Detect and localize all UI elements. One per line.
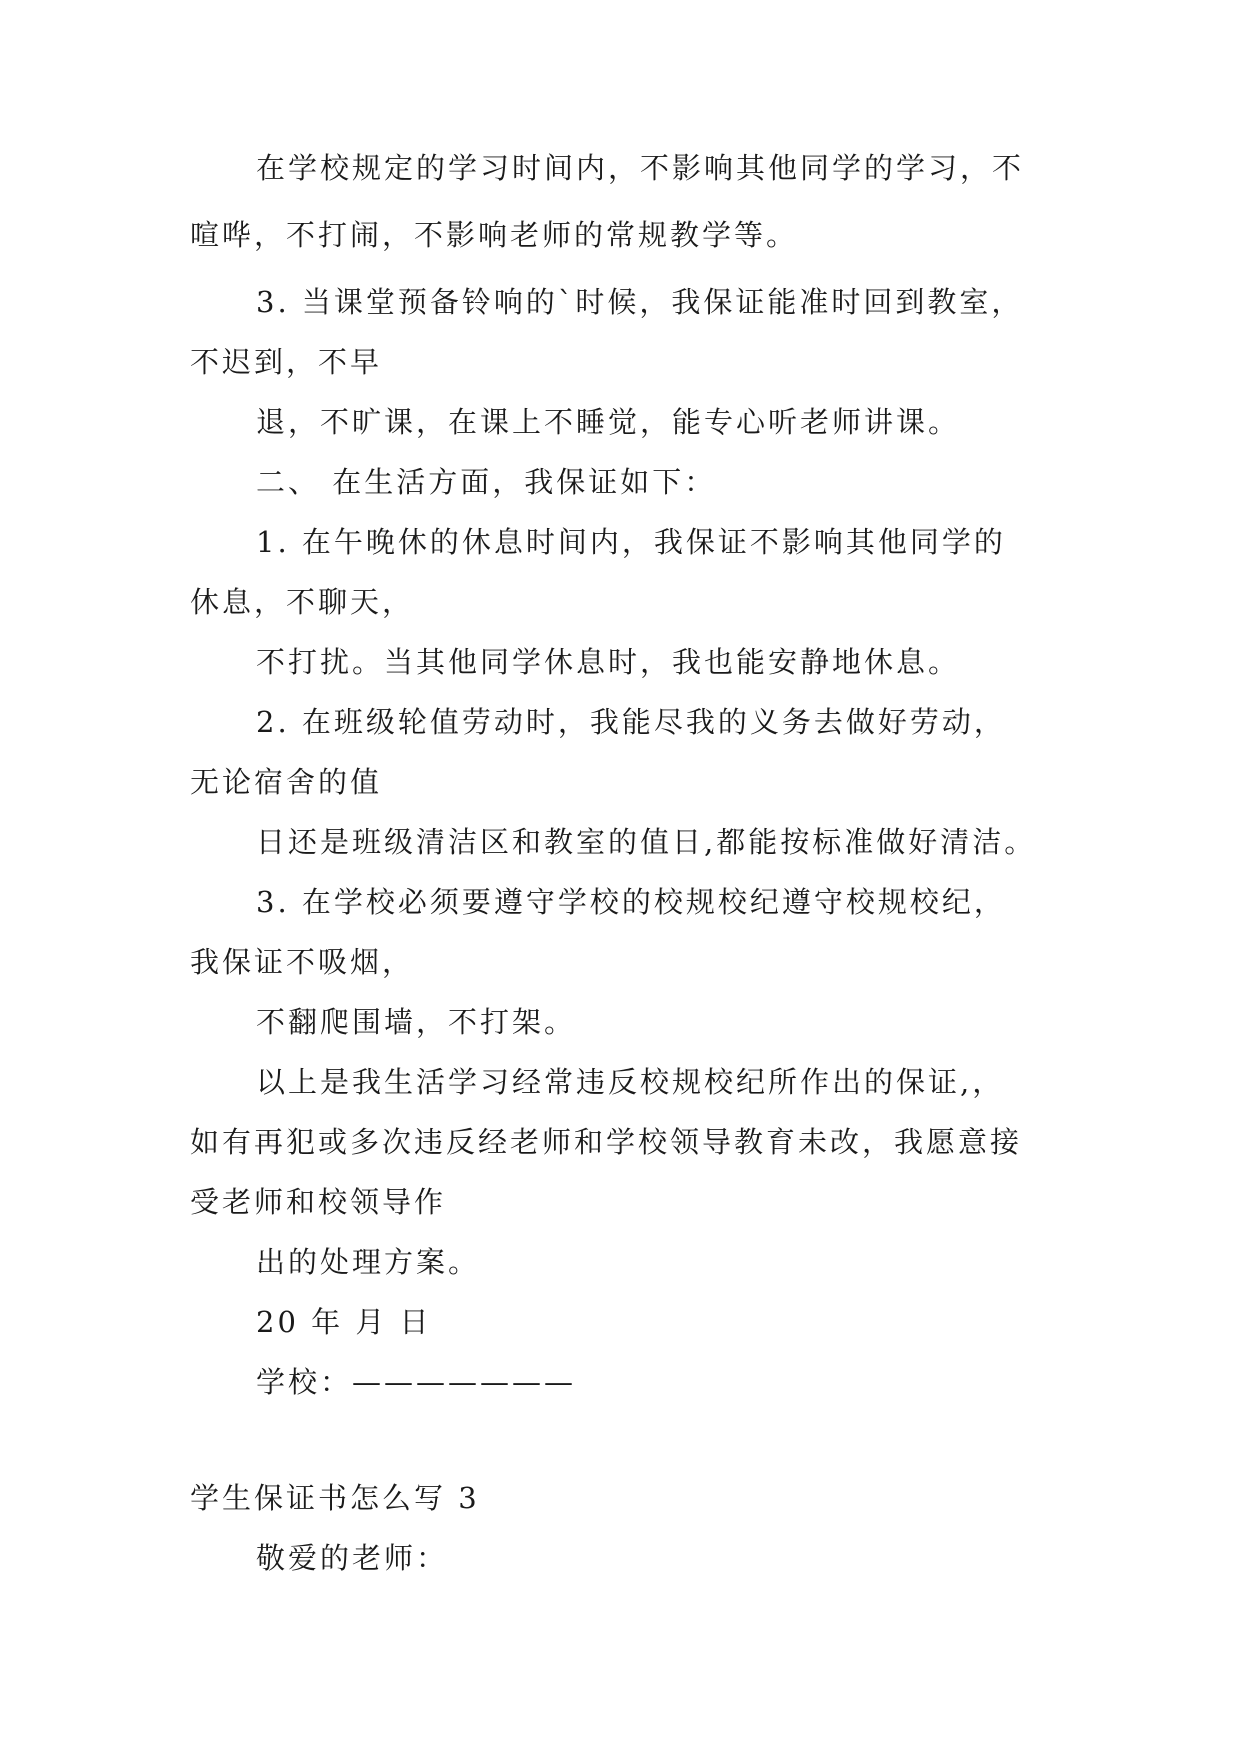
paragraph-line: 退，不旷课，在课上不睡觉，能专心听老师讲课。 [256, 405, 961, 439]
paragraph-line: 无论宿舍的值 [190, 765, 383, 799]
paragraph-line: 休息，不聊天， [190, 585, 415, 619]
paragraph-line: 喧哗，不打闹，不影响老师的常规教学等。 [190, 218, 799, 252]
school-signature-line: 学校：——————— [256, 1365, 577, 1399]
paragraph-line: 2. 在班级轮值劳动时，我能尽我的义务去做好劳动， [256, 705, 1006, 739]
paragraph-line: 我保证不吸烟， [190, 945, 415, 979]
paragraph-line: 受老师和校领导作 [190, 1185, 447, 1219]
section-title: 学生保证书怎么写 3 [190, 1481, 480, 1515]
paragraph-line: 以上是我生活学习经常违反校规校纪所作出的保证,， [256, 1065, 1005, 1099]
paragraph-line: 3. 在学校必须要遵守学校的校规校纪遵守校规校纪， [256, 885, 1006, 919]
paragraph-line: 1. 在午晚休的休息时间内，我保证不影响其他同学的 [256, 525, 1006, 559]
paragraph-line: 日还是班级清洁区和教室的值日,都能按标准做好清洁。 [256, 825, 1037, 859]
paragraph-line: 3. 当课堂预备铃响的`时候，我保证能准时回到教室， [256, 285, 1024, 319]
paragraph-line: 出的处理方案。 [256, 1245, 481, 1279]
section-heading: 二、 在生活方面，我保证如下： [256, 465, 717, 499]
paragraph-line: 不翻爬围墙，不打架。 [256, 1005, 577, 1039]
paragraph-line: 不打扰。当其他同学休息时，我也能安静地休息。 [256, 645, 961, 679]
paragraph-line: 不迟到，不早 [190, 345, 383, 379]
paragraph-line: 如有再犯或多次违反经老师和学校领导教育未改，我愿意接 [190, 1125, 1023, 1159]
paragraph-line: 在学校规定的学习时间内，不影响其他同学的学习，不 [256, 151, 1025, 185]
date-line: 20 年 月 日 [256, 1305, 432, 1339]
salutation: 敬爱的老师： [256, 1541, 449, 1575]
